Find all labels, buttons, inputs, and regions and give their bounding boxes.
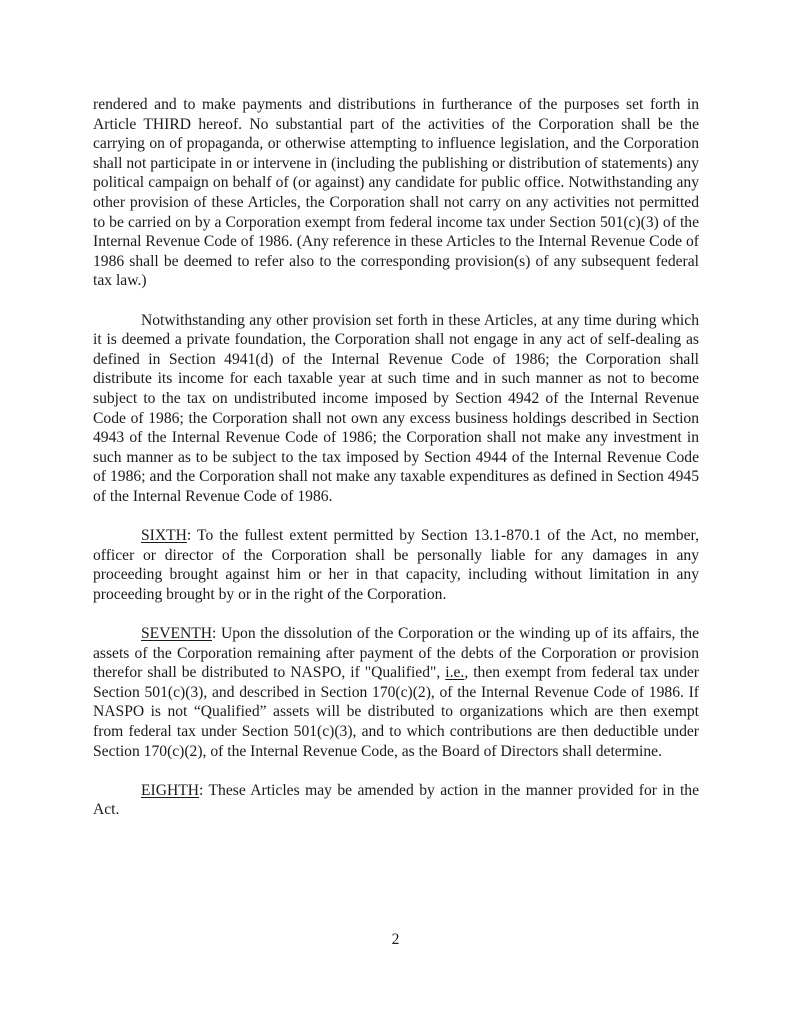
paragraph-private-foundation: Notwithstanding any other provision set forth in these Articles, at any time during which it is deemed a private foundation, the Corporation shall not engage in any act of self-dealing as defined in Section 4941(d) of the Internal Revenue Code of 1986; the Corporation shall distribute its income for each taxable year at such time and in such manner as not to become subject to the tax on undistributed income imposed by Section 4942 of the Internal Revenue Code of 1986; the Corporation shall not own any excess business holdings described in Section 4943 of the Internal Revenue Code of 1986; the Corporation shall not make any investment in such manner as to be subject to the tax imposed by Section 4944 of the Internal Revenue Code of 1986; and the Corporation shall not make any taxable expenditures as defined in Section 4945 of the Internal Revenue Code of 1986. bbox=[93, 311, 699, 505]
article-seventh-text-part2: , then exempt from federal tax under Section 501(c)(3), and described in Section 170(c)(2), of the Internal Revenue Code of 1986. If NASPO is not “Qualified” assets will be distributed to organizations which are then exempt from federal tax under Section 501(c)(3), and to which contributions are then deductible under Section 170(c)(2), of the Internal Revenue Code, as the Board of Directors shall determine. bbox=[93, 664, 699, 760]
article-seventh-text-part1: : Upon the dissolution of the Corporation or the winding up of its affairs, the assets of the Corporation remaining after payment of the debts of the Corporation or provision therefor shall be distributed to NASPO, if "Qualified", bbox=[93, 625, 699, 682]
article-eighth bbox=[93, 781, 699, 820]
article-seventh-ie: i.e. bbox=[445, 664, 465, 682]
article-sixth-heading: SIXTH bbox=[141, 527, 187, 545]
article-seventh-heading: SEVENTH bbox=[141, 625, 213, 643]
article-sixth-text: : To the fullest extent permitted by Section 13.1-870.1 of the Act, no member, officer or director of the Corporation shall be personally liable for any damages in any proceeding brought against him or her in that capacity, including without limitation in any proceeding brought by or in the right of the Corporation. bbox=[93, 527, 699, 603]
document-body bbox=[93, 95, 699, 840]
paragraph-tax-exempt-purposes: rendered and to make payments and distributions in furtherance of the purposes set forth in Article THIRD hereof. No substantial part of the activities of the Corporation shall be the carrying on of propaganda, or otherwise attempting to influence legislation, and the Corporation shall not participate in or intervene in (including the publishing or distribution of statements) any political campaign on behalf of (or against) any candidate for public office. Notwithstanding any other provision of these Articles, the Corporation shall not carry on any activities not permitted to be carried on by a Corporation exempt from federal income tax under Section 501(c)(3) of the Internal Revenue Code of 1986. (Any reference in these Articles to the Internal Revenue Code of 1986 shall be deemed to refer also to the corresponding provision(s) of any subsequent federal tax law.) bbox=[93, 96, 699, 290]
article-seventh bbox=[93, 624, 699, 761]
page-number: 2 bbox=[391, 931, 400, 948]
article-eighth-text: : These Articles may be amended by action in the manner provided for in the Act. bbox=[93, 781, 699, 819]
article-sixth bbox=[93, 526, 699, 604]
article-eighth-heading: EIGHTH bbox=[141, 781, 200, 799]
